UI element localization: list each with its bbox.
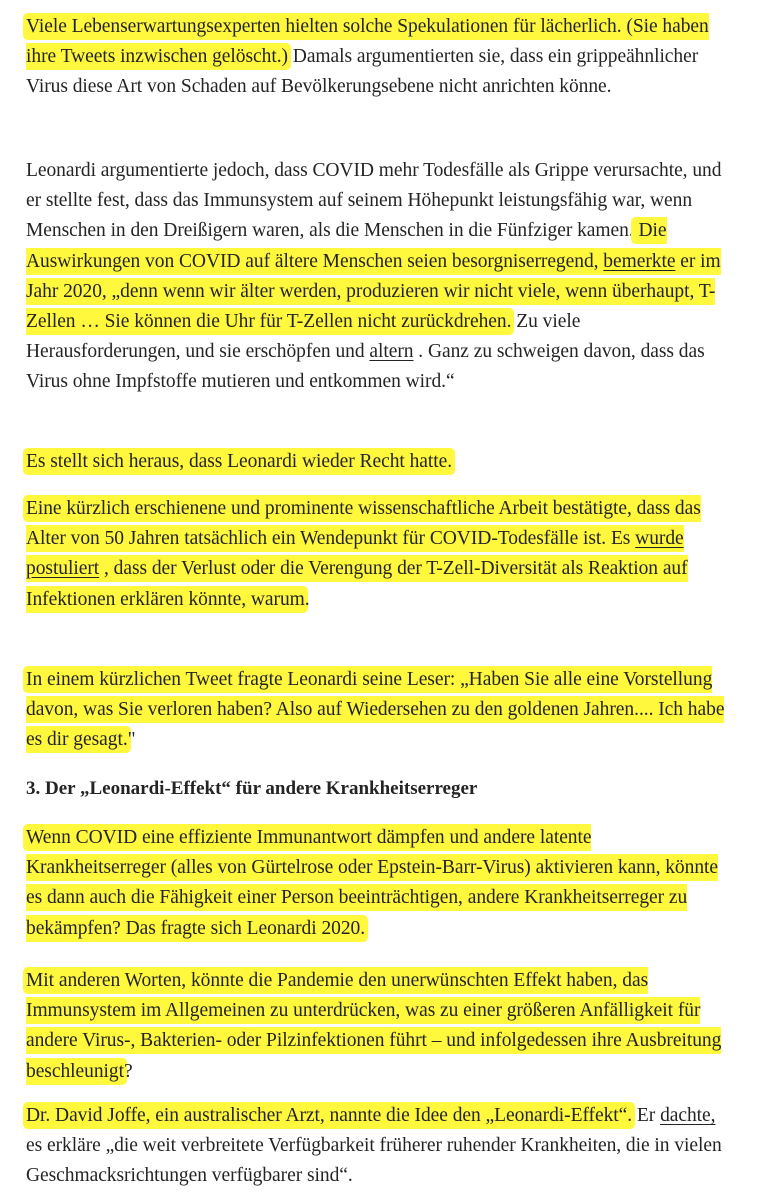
highlight: Es stellt sich heraus, dass Leonardi wieder Recht hatte. [26, 451, 453, 472]
paragraph-2 [26, 156, 726, 398]
text: Er [632, 1105, 661, 1126]
text: Damals argumentierten sie, dass ein grippeähnlicher Virus diese Art von Schaden auf Bevölkerungsebene nicht anrichten könne. [26, 46, 699, 98]
paragraph-7 [26, 966, 726, 1087]
paragraph-4 [26, 494, 726, 615]
paragraph-1 [26, 12, 726, 103]
link-dachte[interactable]: dachte, [660, 1105, 716, 1126]
text: Eine kürzlich erschienene und prominente wissenschaftliche Arbeit bestätigte, dass das Alter von 50 Jahren tatsächlich ein Wendepunkt für COVID-Todesfälle ist. Es [26, 498, 701, 550]
paragraph-8 [26, 1101, 726, 1192]
text: , dass der Verlust oder die Verengung der T-Zell-Diversität als Reaktion auf Infektionen erklären könnte, warum [26, 558, 688, 610]
highlight: In einem kürzlichen Tweet fragte Leonardi seine Leser: „Haben Sie alle eine Vorstellung davon, was Sie verloren haben? Also auf Wiedersehen zu den goldenen Jahren.... Ich habe es dir gesagt. [26, 669, 725, 751]
link-bemerkte[interactable]: bemerkte [603, 250, 676, 272]
text: " [127, 729, 136, 751]
link-wurde-postuliert[interactable]: wurde postuliert [26, 528, 684, 580]
text: Zu viele Herausforderungen, und sie erschöpfen und [26, 311, 581, 363]
text: es erkläre „die weit verbreitete Verfügbarkeit früherer ruhender Krankheiten, die in vielen Geschmacksrichtungen verfügbarer sind“. [26, 1135, 722, 1187]
section-heading: 3. Der „Leonardi-Effekt“ für andere Krankheitserreger [26, 778, 478, 799]
link-altern[interactable]: altern [369, 341, 414, 363]
text: . Ganz zu schweigen davon, dass das Virus ohne Impfstoffe mutieren und entkommen wird.“ [26, 341, 705, 393]
text: Leonardi argumentierte jedoch, dass COVID mehr Todesfälle als Grippe verursachte, und er stellte fest, dass das Immunsystem auf seinem Höhepunkt leistungsfähig war, wenn Menschen in den Dreißigern waren, als die Menschen in die Fünfziger kamen. [26, 160, 722, 242]
text: . [304, 588, 310, 610]
paragraph-3 [26, 447, 452, 477]
highlight: Wenn COVID eine effiziente Immunantwort dämpfen und andere latente Krankheitserreger (alles von Gürtelrose oder Epstein-Barr-Virus) aktivieren kann, könnte es dann auch die Fähigkeit einer Person beeinträchtigen, andere Krankheitserreger zu bekämpfen? Das fragte sich Leonardi 2020. [26, 827, 718, 939]
highlight [26, 498, 701, 610]
highlight: Dr. David Joffe, ein australischer Arzt, nannte die Idee den „Leonardi-Effekt“. [26, 1105, 633, 1126]
text: Die Auswirkungen von COVID auf ältere Menschen seien besorgniserregend, [26, 220, 667, 272]
paragraph-5 [26, 665, 726, 756]
text: ? [123, 1060, 133, 1082]
text: er im Jahr 2020, „denn wenn wir älter werden, produzieren wir nicht viele, wenn überhaupt, T-Zellen … Sie können die Uhr für T-Zellen nicht zurückdrehen. [26, 250, 721, 333]
highlight: Mit anderen Worten, könnte die Pandemie den unerwünschten Effekt haben, das Immunsystem im Allgemeinen zu unterdrücken, was zu einer größeren Anfälligkeit für andere Virus-, Bakterien- oder Pilzinfektionen führt – und infolgedessen ihre Ausbreitung beschleunigt [26, 970, 722, 1082]
highlight: Viele Lebenserwartungsexperten hielten solche Spekulationen für lächerlich. (Sie haben ihre Tweets inzwischen gelöscht.) [26, 16, 709, 68]
paragraph-6 [26, 823, 726, 944]
